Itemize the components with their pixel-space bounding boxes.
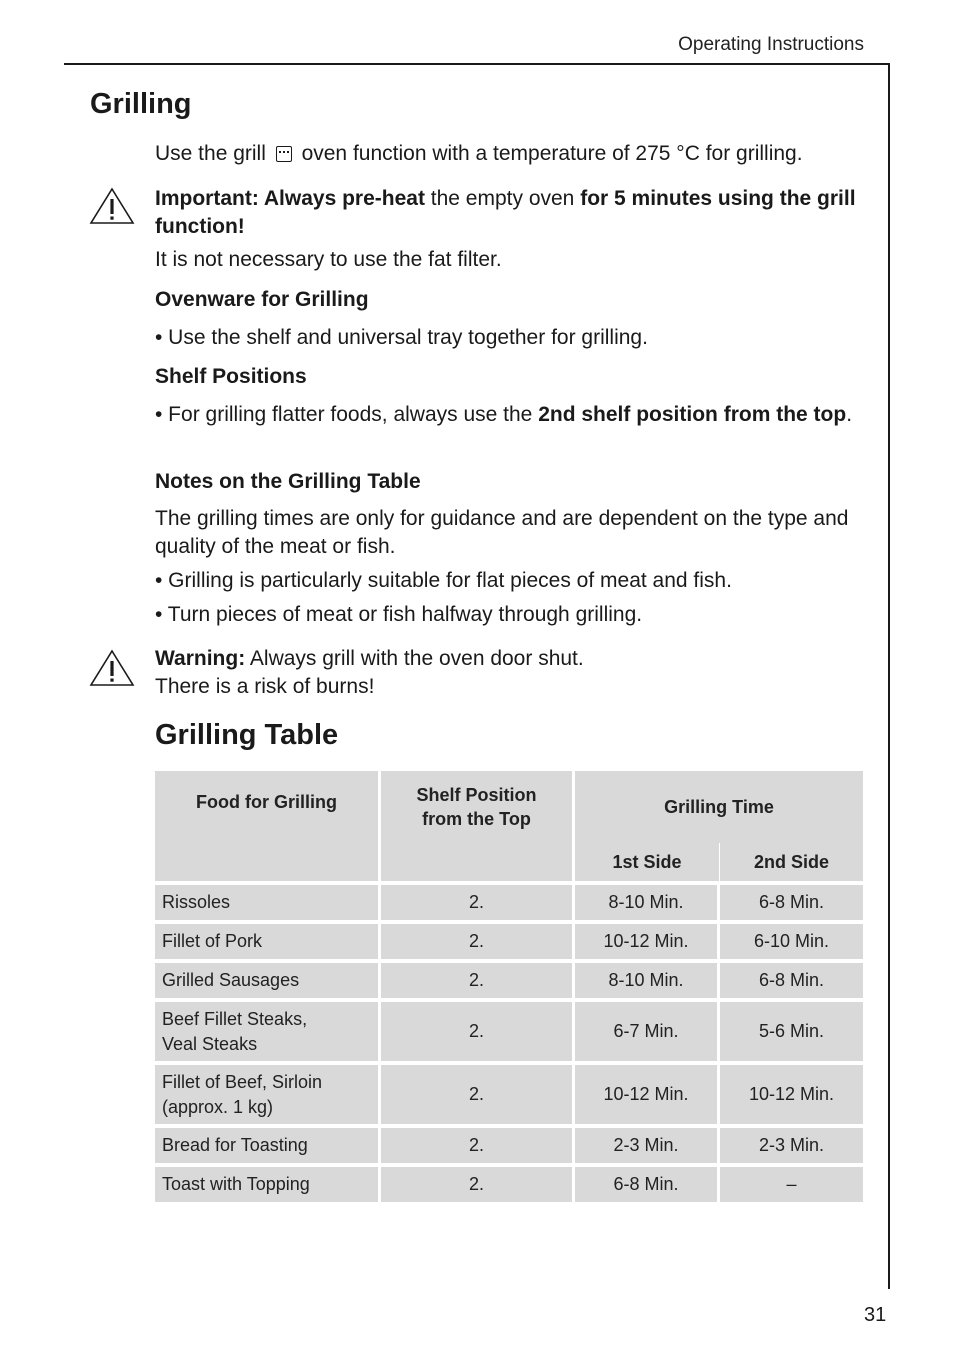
important-emphasis: for 5 minutes using the grill function! [155, 187, 856, 238]
col-header-side1 [575, 843, 720, 881]
notes-paragraph: The grilling times are only for guidance and are dependent on the type and quality of the meat or fish. [155, 507, 849, 558]
cell-food: Grilled Sausages [155, 959, 381, 998]
cell-food: Bread for Toasting [155, 1124, 381, 1163]
notes-bullet-2: • Turn pieces of meat or fish halfway through grilling. [155, 603, 643, 626]
running-header: Operating Instructions [678, 34, 864, 55]
col-header-food-label: Food for Grilling [196, 792, 337, 812]
col-header-shelf-line1: Shelf Position [416, 785, 537, 805]
col-header-side2-label: 2nd Side [753, 851, 829, 872]
shelf-bullet-post: . [846, 403, 853, 426]
important-label: Important: Always pre-heat [155, 187, 425, 210]
cell-shelf: 2. [381, 1163, 575, 1202]
col-header-side1-label: 1st Side [612, 851, 682, 872]
table-row [155, 881, 863, 920]
intro-text-before: Use the grill [155, 142, 266, 165]
fat-filter-note: It is not necessary to use the fat filter. [155, 248, 502, 271]
table-row [155, 998, 863, 1061]
cell-side2: 6-8 Min. [720, 881, 863, 920]
page-number: 31 [864, 1304, 887, 1326]
header-rule [64, 63, 890, 65]
warning-line-2: There is a risk of burns! [155, 675, 375, 698]
cell-side2: 10-12 Min. [720, 1061, 863, 1124]
ovenware-heading: Ovenware for Grilling [155, 288, 369, 311]
cell-food-line1: Beef Fillet Steaks, [162, 1008, 308, 1029]
col-header-side2 [720, 843, 863, 881]
warning-triangle-icon [89, 186, 135, 226]
cell-side1: 2-3 Min. [575, 1124, 720, 1163]
shelf-positions-heading: Shelf Positions [155, 365, 307, 388]
table-row [155, 920, 863, 959]
warning-label: Warning: [155, 647, 246, 670]
cell-side2: 2-3 Min. [720, 1124, 863, 1163]
cell-food: Rissoles [155, 881, 381, 920]
table-row [155, 1061, 863, 1124]
table-row [155, 1163, 863, 1202]
cell-food [155, 998, 381, 1061]
cell-food-line2: (approx. 1 kg) [162, 1096, 274, 1117]
cell-shelf: 2. [381, 1061, 575, 1124]
cell-side2: 5-6 Min. [720, 998, 863, 1061]
cell-shelf: 2. [381, 959, 575, 998]
col-header-shelf-line2: from the Top [422, 809, 531, 829]
cell-side2: 6-10 Min. [720, 920, 863, 959]
cell-side1: 6-7 Min. [575, 998, 720, 1061]
shelf-bullet-bold: 2nd shelf position from the top [538, 403, 847, 426]
intro-text-after: oven function with a temperature of 275 °C for grilling. [301, 142, 803, 165]
warning-note [155, 645, 861, 701]
important-note [155, 185, 861, 241]
notes-heading: Notes on the Grilling Table [155, 470, 421, 493]
cell-food: Fillet of Pork [155, 920, 381, 959]
cell-side1: 8-10 Min. [575, 881, 720, 920]
cell-side2: – [720, 1163, 863, 1202]
shelf-bullet-pre: • For grilling flatter foods, always use the [155, 403, 539, 426]
important-middle: the empty oven [424, 187, 581, 210]
grilling-table [155, 771, 863, 1202]
cell-side2: 6-8 Min. [720, 959, 863, 998]
shelf-positions-bullet [155, 401, 880, 429]
cell-side1: 10-12 Min. [575, 1061, 720, 1124]
side-rule [888, 63, 890, 1289]
cell-food [155, 1061, 381, 1124]
cell-shelf: 2. [381, 998, 575, 1061]
warning-line-1: Always grill with the oven door shut. [245, 647, 584, 670]
col-header-time: Grilling Time [575, 771, 863, 843]
col-header-shelf [381, 771, 575, 881]
cell-food-line2: Veal Steaks [162, 1033, 258, 1054]
cell-side1: 10-12 Min. [575, 920, 720, 959]
cell-shelf: 2. [381, 881, 575, 920]
grilling-table-title: Grilling Table [155, 719, 339, 751]
cell-food-line1: Fillet of Beef, Sirloin [162, 1071, 323, 1092]
intro-paragraph [155, 140, 861, 168]
cell-shelf: 2. [381, 1124, 575, 1163]
col-header-food [155, 771, 381, 881]
warning-triangle-icon [89, 648, 135, 688]
table-row [155, 1124, 863, 1163]
cell-side1: 8-10 Min. [575, 959, 720, 998]
notes-bullet-1: • Grilling is particularly suitable for flat pieces of meat and fish. [155, 569, 732, 592]
cell-shelf: 2. [381, 920, 575, 959]
ovenware-bullet: • Use the shelf and universal tray together for grilling. [155, 326, 648, 349]
cell-side1: 6-8 Min. [575, 1163, 720, 1202]
grill-function-icon [276, 146, 292, 162]
section-title: Grilling [90, 88, 192, 120]
table-row [155, 959, 863, 998]
cell-food: Toast with Topping [155, 1163, 381, 1202]
